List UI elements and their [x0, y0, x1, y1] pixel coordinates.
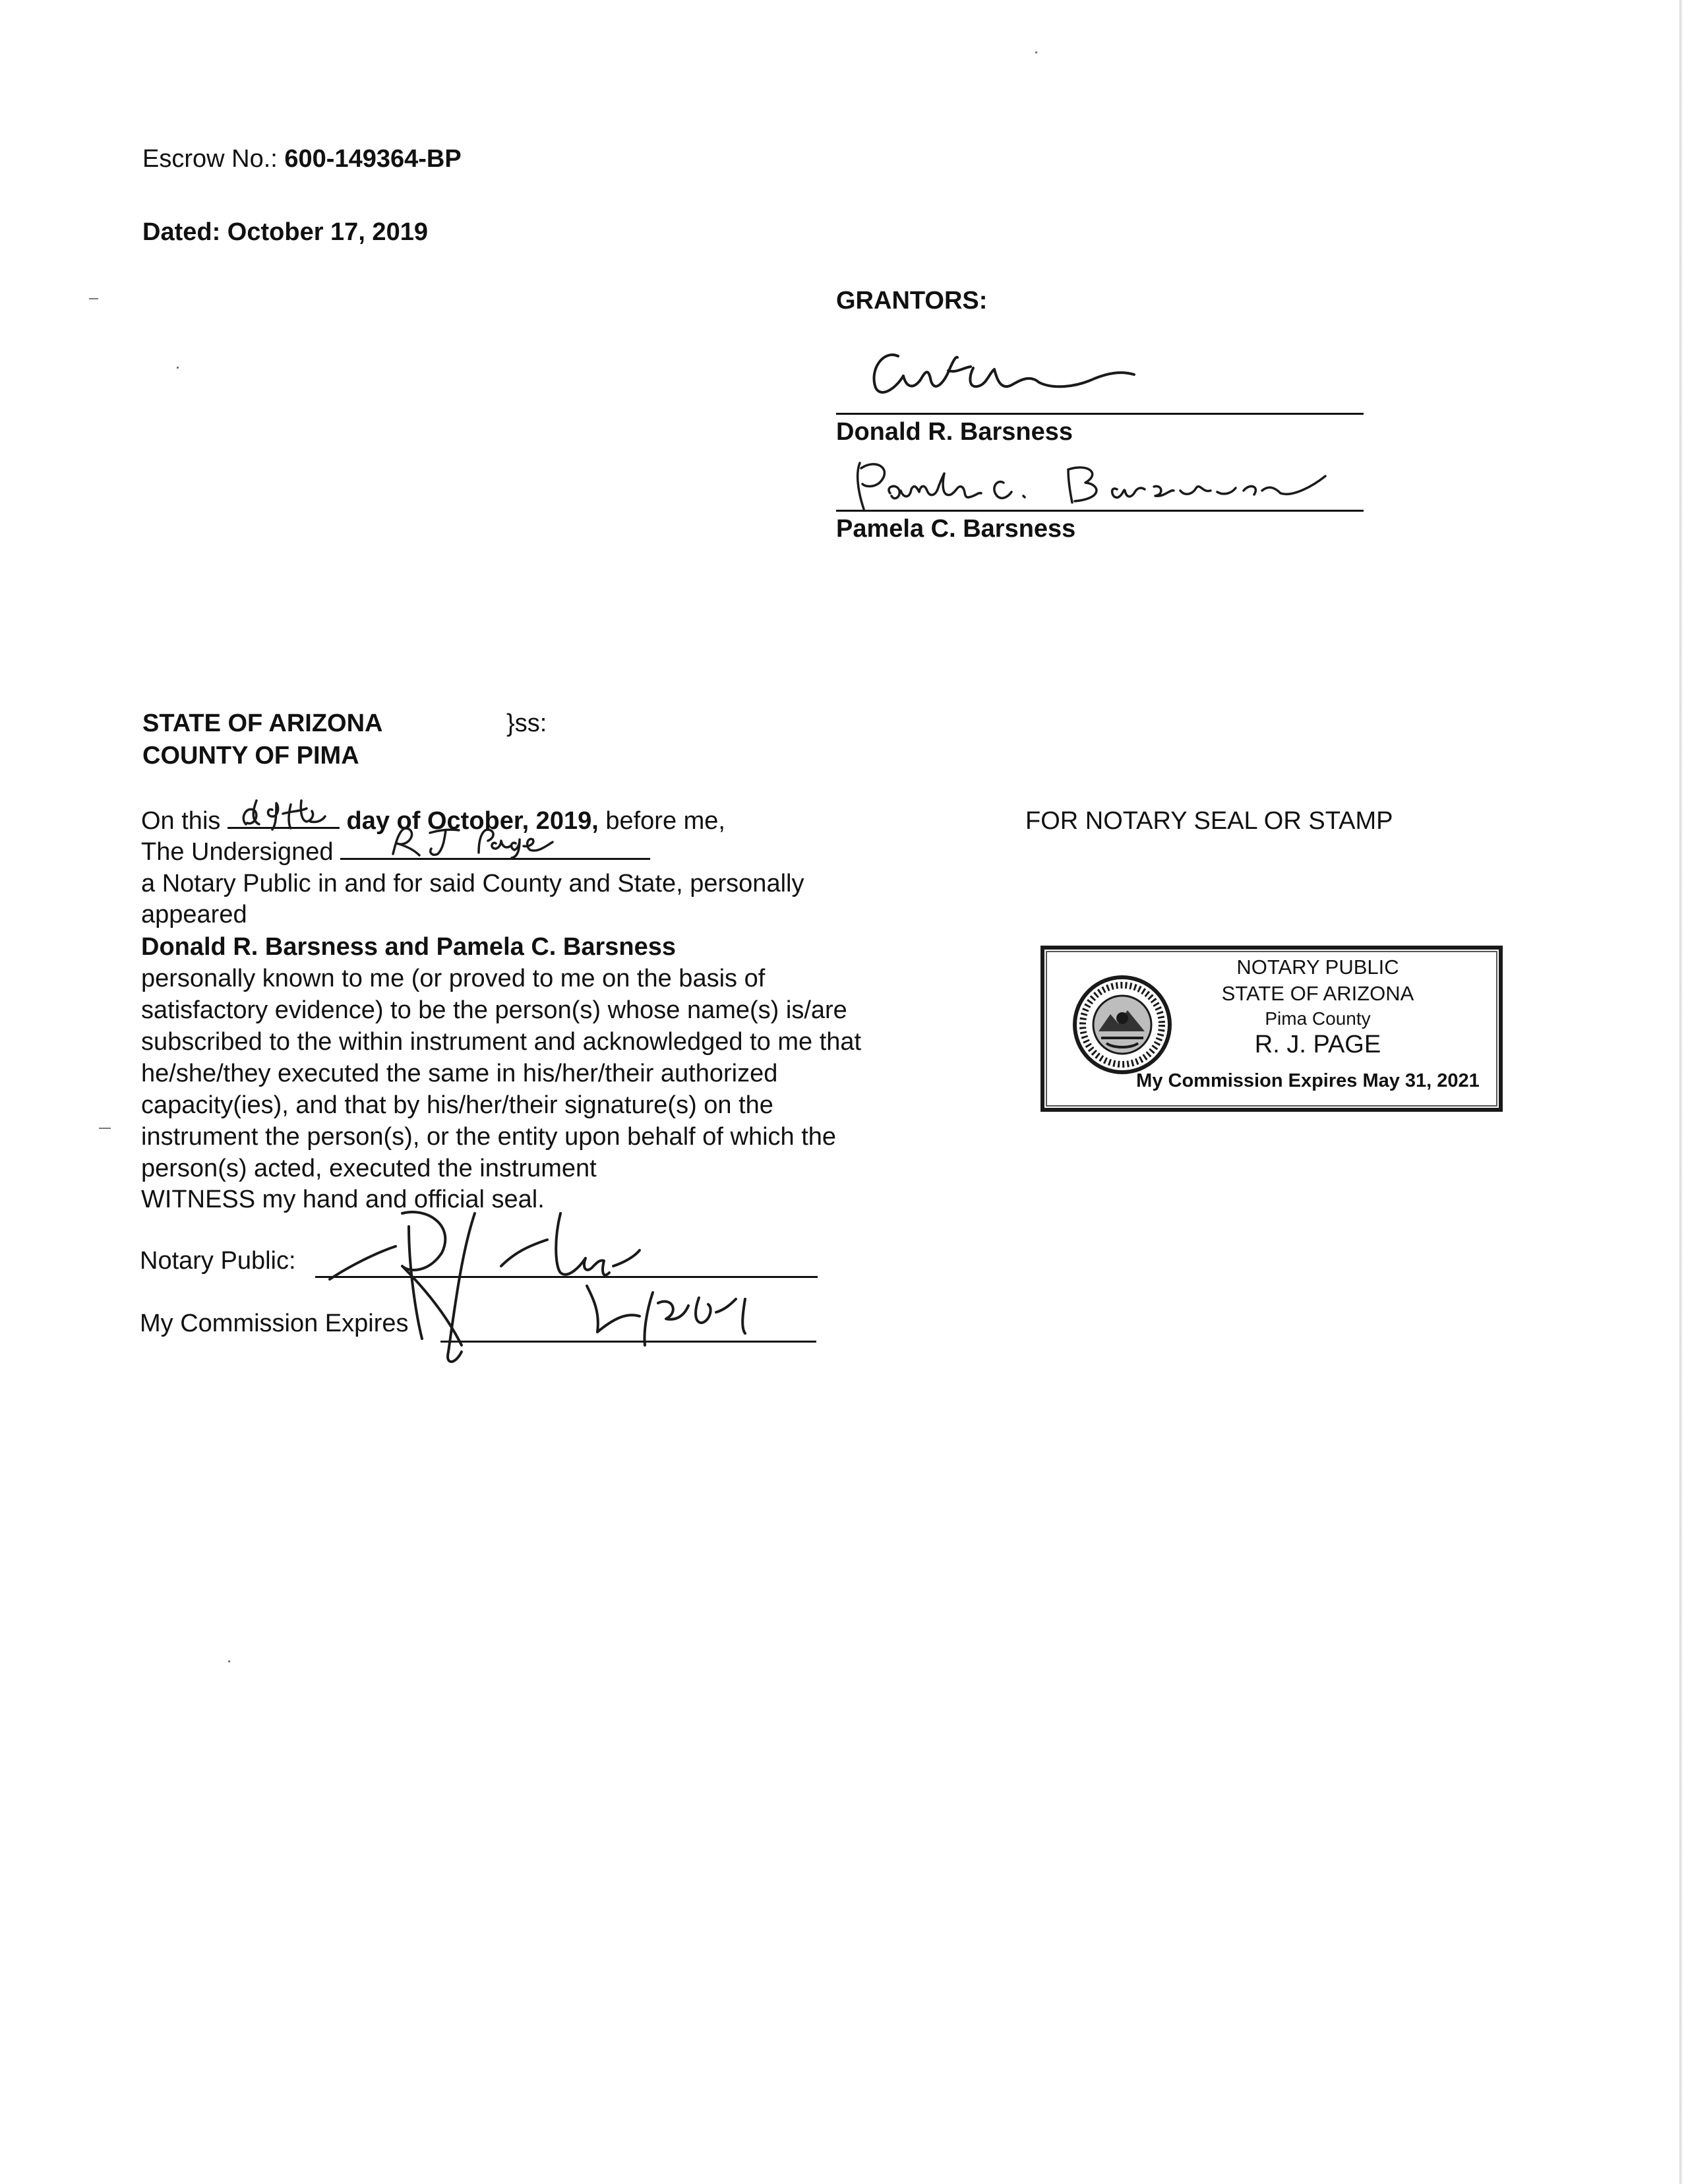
commission-expires-label: My Commission Expires: [140, 1310, 409, 1337]
notary-seal-caption: FOR NOTARY SEAL OR STAMP: [1025, 807, 1393, 835]
donald-signature: [857, 330, 1167, 409]
day-blank: [227, 807, 340, 829]
pamela-signature: [851, 450, 1418, 516]
undersigned-label: The Undersigned: [141, 838, 334, 866]
pamela-signature-line: [836, 510, 1364, 512]
escrow-number: 600-149364-BP: [284, 145, 462, 173]
stamp-county: Pima County: [1265, 1008, 1371, 1029]
donald-signature-line: [836, 413, 1364, 415]
venue-state: STATE OF ARIZONA: [142, 710, 383, 737]
stamp-notary-name: R. J. PAGE: [1254, 1031, 1381, 1058]
ack-body-line: he/she/they executed the same in his/her/their authorized: [141, 1060, 778, 1087]
ack-line-3: a Notary Public in and for said County and State, personally: [141, 870, 804, 897]
scan-speck: [228, 1660, 230, 1662]
before-me: before me,: [605, 807, 725, 835]
ack-body-line: instrument the person(s), or the entity upon behalf of which the: [141, 1123, 837, 1151]
day-of-month: day of October, 2019,: [346, 807, 599, 835]
escrow-line: [142, 144, 462, 175]
undersigned-handwriting: [380, 820, 578, 859]
venue-ss: }ss:: [506, 710, 547, 737]
day-handwriting: [233, 791, 338, 831]
stamp-state: STATE OF ARIZONA: [1221, 982, 1414, 1005]
undersigned-blank: [340, 838, 650, 860]
witness-line: WITNESS my hand and official seal.: [141, 1186, 545, 1213]
ack-body-line: personally known to me (or proved to me on the basis of: [141, 965, 766, 992]
scan-speck: [89, 298, 98, 299]
scan-speck: [177, 367, 179, 369]
ack-body-line: satisfactory evidence) to be the person(s) whose name(s) is/are: [141, 996, 847, 1024]
dated-value: October 17, 2019: [227, 218, 428, 246]
ack-line-4: appeared: [141, 901, 247, 928]
scan-speck: [99, 1128, 111, 1129]
venue-county: COUNTY OF PIMA: [142, 742, 359, 770]
notary-stamp: [1040, 946, 1503, 1112]
ack-line-2: [141, 837, 650, 868]
grantors-heading: GRANTORS:: [836, 287, 988, 315]
ack-body-line: person(s) acted, executed the instrument: [141, 1155, 597, 1182]
ack-body-line: subscribed to the within instrument and acknowledged to me that: [141, 1028, 862, 1056]
stamp-expiry: My Commission Expires May 31, 2021: [1136, 1070, 1480, 1091]
dated-line: [142, 218, 428, 248]
notary-signature: [310, 1187, 837, 1372]
on-this-text: On this: [141, 807, 221, 835]
dated-label: Dated:: [142, 218, 221, 246]
notary-public-label: Notary Public:: [140, 1247, 296, 1275]
scan-edge: [1676, 0, 1688, 2184]
escrow-label: Escrow No.:: [142, 145, 278, 173]
appeared-names: Donald R. Barsness and Pamela C. Barsness: [141, 933, 676, 961]
donald-name: Donald R. Barsness: [836, 418, 1073, 446]
stamp-notary-public: NOTARY PUBLIC: [1236, 956, 1399, 979]
scan-speck: [1035, 51, 1037, 53]
pamela-name: Pamela C. Barsness: [836, 515, 1076, 543]
ack-body-line: capacity(ies), and that by his/her/their signature(s) on the: [141, 1091, 773, 1119]
